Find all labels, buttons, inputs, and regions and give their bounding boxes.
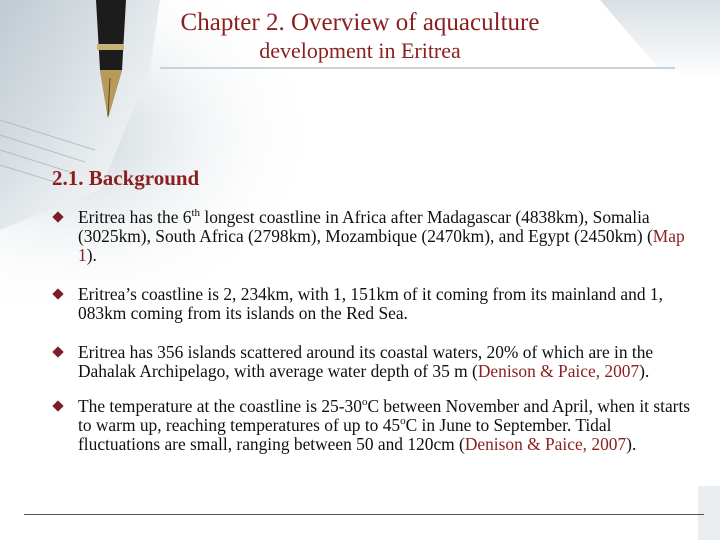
bullet-text: ). <box>626 434 637 454</box>
bullet-item <box>52 208 692 265</box>
title-line-2-text: development in Eritrea <box>259 38 461 63</box>
bullet-text: Eritrea has the 6 <box>78 207 192 227</box>
superscript: th <box>191 207 201 220</box>
bullet-item <box>52 397 692 454</box>
citation: Denison & Paice, 2007 <box>477 361 640 381</box>
footer-divider <box>24 514 704 515</box>
bullet-list <box>52 208 692 454</box>
title-line-2 <box>120 37 600 65</box>
diamond-bullet-icon <box>52 288 63 299</box>
bullet-text: ). <box>639 361 650 381</box>
superscript: o <box>361 396 368 409</box>
reference-link[interactable]: Map 1 <box>78 226 685 265</box>
bullet-text: C in June to September. Tidal fluctuations are small, ranging between 50 and 120cm ( <box>78 415 612 454</box>
diamond-bullet-icon <box>52 211 63 222</box>
title-line-1 <box>120 8 600 37</box>
superscript: o <box>400 415 406 428</box>
bullet-text: Eritrea’s coastline is 2, 234km, with 1, 151km of it coming from its mainland and 1, 083km coming from its islands on the Red Sea. <box>78 284 663 323</box>
title-rest: 2. Overview of aquaculture <box>265 9 540 36</box>
bullet-text: Eritrea has 356 islands scattered around its coastal waters, 20% of which are in the Dahalak Archipelago, with average water depth of 35 m ( <box>78 342 654 381</box>
bullet-text: The temperature at the coastline is 25-30 <box>78 396 362 416</box>
diamond-bullet-icon <box>52 400 63 411</box>
title-prefix: Chapter <box>180 9 260 36</box>
title-divider <box>160 67 675 69</box>
bullet-item <box>52 343 692 381</box>
bullet-item <box>52 285 692 323</box>
citation: Denison & Paice, 2007 <box>464 434 627 454</box>
bullet-text: C between November and April, when it starts to warm up, reaching temperatures of up to 45 <box>78 396 691 435</box>
bullet-text: longest coastline in Africa after Madagascar (4838km), Somalia (3025km), South Africa (2798km), Mozambique (2470km), and Egypt (2450km) ( <box>78 207 653 246</box>
slide-title <box>120 8 600 65</box>
diamond-bullet-icon <box>52 346 63 357</box>
bullet-text: ). <box>86 245 97 265</box>
section-heading: 2.1. Background <box>52 166 200 190</box>
